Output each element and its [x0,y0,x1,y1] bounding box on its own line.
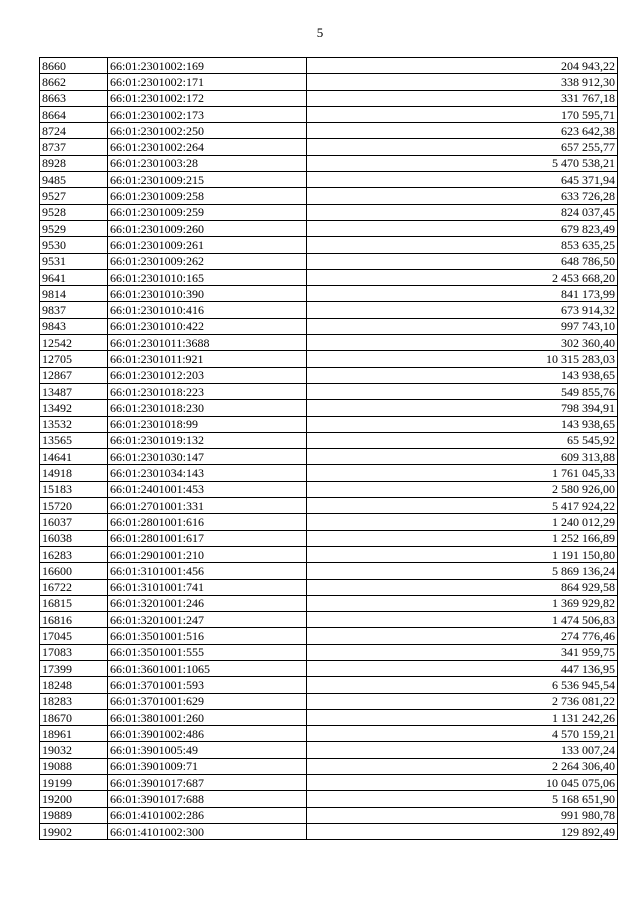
cadastral-number-cell: 66:01:2301002:250 [108,123,307,139]
cadastral-value-cell: 1 369 929,82 [307,595,618,611]
cadastral-value-cell: 341 959,75 [307,644,618,660]
cadastral-number-cell: 66:01:3901017:688 [108,791,307,807]
table-row [40,253,618,269]
table-row [40,530,618,546]
cadastral-value-cell: 824 037,45 [307,204,618,220]
cadastral-number-cell: 66:01:2301010:422 [108,318,307,334]
table-row [40,775,618,791]
row-number-cell: 13487 [40,383,108,399]
row-number-cell: 8724 [40,123,108,139]
cadastral-number-cell: 66:01:4101002:300 [108,823,307,839]
table-row [40,139,618,155]
cadastral-number-cell: 66:01:2301009:259 [108,204,307,220]
row-number-cell: 16815 [40,595,108,611]
cadastral-number-cell: 66:01:2301009:260 [108,220,307,236]
cadastral-value-cell: 10 315 283,03 [307,351,618,367]
cadastral-number-cell: 66:01:2301002:171 [108,74,307,90]
table-row [40,123,618,139]
table-row [40,383,618,399]
cadastral-value-cell: 6 536 945,54 [307,677,618,693]
row-number-cell: 14918 [40,465,108,481]
cadastral-value-cell: 648 786,50 [307,253,618,269]
row-number-cell: 15183 [40,481,108,497]
row-number-cell: 18961 [40,726,108,742]
cadastral-number-cell: 66:01:2301011:921 [108,351,307,367]
table-row [40,612,618,628]
cadastral-number-cell: 66:01:2901001:210 [108,546,307,562]
table-row [40,481,618,497]
row-number-cell: 17083 [40,644,108,660]
row-number-cell: 18283 [40,693,108,709]
cadastral-value-cell: 673 914,32 [307,302,618,318]
cadastral-value-cell: 2 580 926,00 [307,481,618,497]
cadastral-value-cell: 5 168 651,90 [307,791,618,807]
table-row [40,498,618,514]
row-number-cell: 9527 [40,188,108,204]
table-row [40,546,618,562]
cadastral-number-cell: 66:01:3801001:260 [108,709,307,725]
cadastral-value-cell: 170 595,71 [307,106,618,122]
row-number-cell: 12705 [40,351,108,367]
cadastral-number-cell: 66:01:3501001:555 [108,644,307,660]
cadastral-number-cell: 66:01:2301002:172 [108,90,307,106]
table-row [40,237,618,253]
table-row [40,367,618,383]
table-row [40,693,618,709]
cadastral-number-cell: 66:01:2301018:230 [108,400,307,416]
cadastral-value-cell: 991 980,78 [307,807,618,823]
cadastral-value-cell: 2 264 306,40 [307,758,618,774]
cadastral-value-cell: 5 470 538,21 [307,155,618,171]
cadastral-number-cell: 66:01:2301002:173 [108,106,307,122]
cadastral-number-cell: 66:01:2301009:262 [108,253,307,269]
cadastral-value-cell: 143 938,65 [307,367,618,383]
cadastral-number-cell: 66:01:3901005:49 [108,742,307,758]
cadastral-number-cell: 66:01:2301009:215 [108,172,307,188]
cadastral-number-cell: 66:01:3701001:629 [108,693,307,709]
row-number-cell: 9814 [40,286,108,302]
cadastral-number-cell: 66:01:2301010:165 [108,269,307,285]
cadastral-number-cell: 66:01:2301012:203 [108,367,307,383]
row-number-cell: 16037 [40,514,108,530]
row-number-cell: 8664 [40,106,108,122]
table-row [40,709,618,725]
cadastral-value-cell: 1 191 150,80 [307,546,618,562]
cadastral-number-cell: 66:01:2301002:264 [108,139,307,155]
table-body [40,58,618,840]
cadastral-number-cell: 66:01:3901002:486 [108,726,307,742]
table-row [40,677,618,693]
cadastral-number-cell: 66:01:3101001:741 [108,579,307,595]
table-row [40,302,618,318]
row-number-cell: 9530 [40,237,108,253]
cadastral-number-cell: 66:01:2701001:331 [108,498,307,514]
cadastral-value-cell: 853 635,25 [307,237,618,253]
cadastral-number-cell: 66:01:2801001:616 [108,514,307,530]
table-row [40,155,618,171]
table-row [40,628,618,644]
table-row [40,318,618,334]
table-row [40,449,618,465]
cadastral-number-cell: 66:01:3701001:593 [108,677,307,693]
row-number-cell: 14641 [40,449,108,465]
table-row [40,579,618,595]
table-row [40,416,618,432]
row-number-cell: 8662 [40,74,108,90]
table-row [40,335,618,351]
table-row [40,58,618,74]
row-number-cell: 9485 [40,172,108,188]
cadastral-value-cell: 798 394,91 [307,400,618,416]
cadastral-value-table [39,57,618,840]
row-number-cell: 12867 [40,367,108,383]
cadastral-number-cell: 66:01:2301018:223 [108,383,307,399]
cadastral-value-cell: 609 313,88 [307,449,618,465]
table-row [40,595,618,611]
cadastral-number-cell: 66:01:2301003:28 [108,155,307,171]
row-number-cell: 15720 [40,498,108,514]
cadastral-value-cell: 133 007,24 [307,742,618,758]
cadastral-value-cell: 2 453 668,20 [307,269,618,285]
table-row [40,432,618,448]
cadastral-value-cell: 331 767,18 [307,90,618,106]
page-number: 5 [316,25,324,40]
cadastral-value-cell: 338 912,30 [307,74,618,90]
row-number-cell: 18248 [40,677,108,693]
cadastral-number-cell: 66:01:2301010:416 [108,302,307,318]
cadastral-value-cell: 645 371,94 [307,172,618,188]
table-row [40,514,618,530]
cadastral-value-cell: 5 417 924,22 [307,498,618,514]
row-number-cell: 17045 [40,628,108,644]
cadastral-value-cell: 549 855,76 [307,383,618,399]
table-row [40,742,618,758]
table-row [40,220,618,236]
cadastral-number-cell: 66:01:3901009:71 [108,758,307,774]
cadastral-value-cell: 129 892,49 [307,823,618,839]
row-number-cell: 9641 [40,269,108,285]
table-row [40,400,618,416]
row-number-cell: 8663 [40,90,108,106]
row-number-cell: 19032 [40,742,108,758]
cadastral-number-cell: 66:01:2301019:132 [108,432,307,448]
cadastral-value-cell: 1 131 242,26 [307,709,618,725]
row-number-cell: 9531 [40,253,108,269]
cadastral-number-cell: 66:01:2301030:147 [108,449,307,465]
cadastral-value-cell: 65 545,92 [307,432,618,448]
row-number-cell: 13565 [40,432,108,448]
table-row [40,465,618,481]
table-row [40,74,618,90]
row-number-cell: 19199 [40,775,108,791]
cadastral-value-cell: 4 570 159,21 [307,726,618,742]
row-number-cell: 16722 [40,579,108,595]
cadastral-value-cell: 633 726,28 [307,188,618,204]
row-number-cell: 9529 [40,220,108,236]
cadastral-number-cell: 66:01:3101001:456 [108,563,307,579]
cadastral-value-cell: 1 252 166,89 [307,530,618,546]
cadastral-number-cell: 66:01:2301009:261 [108,237,307,253]
row-number-cell: 8660 [40,58,108,74]
cadastral-number-cell: 66:01:3901017:687 [108,775,307,791]
cadastral-value-cell: 841 173,99 [307,286,618,302]
cadastral-number-cell: 66:01:4101002:286 [108,807,307,823]
cadastral-value-cell: 2 736 081,22 [307,693,618,709]
row-number-cell: 19200 [40,791,108,807]
cadastral-number-cell: 66:01:2301034:143 [108,465,307,481]
row-number-cell: 18670 [40,709,108,725]
row-number-cell: 13492 [40,400,108,416]
table-row [40,807,618,823]
cadastral-value-cell: 1 761 045,33 [307,465,618,481]
table-row [40,172,618,188]
cadastral-value-cell: 1 240 012,29 [307,514,618,530]
row-number-cell: 19088 [40,758,108,774]
cadastral-number-cell: 66:01:3501001:516 [108,628,307,644]
table-row [40,823,618,839]
cadastral-number-cell: 66:01:2401001:453 [108,481,307,497]
cadastral-value-cell: 997 743,10 [307,318,618,334]
row-number-cell: 9843 [40,318,108,334]
cadastral-value-cell: 679 823,49 [307,220,618,236]
cadastral-value-cell: 204 943,22 [307,58,618,74]
row-number-cell: 16038 [40,530,108,546]
table-row [40,269,618,285]
table-row [40,90,618,106]
table-row [40,726,618,742]
row-number-cell: 13532 [40,416,108,432]
cadastral-value-cell: 302 360,40 [307,335,618,351]
cadastral-value-cell: 10 045 075,06 [307,775,618,791]
cadastral-value-cell: 447 136,95 [307,660,618,676]
cadastral-number-cell: 66:01:3601001:1065 [108,660,307,676]
cadastral-value-cell: 623 642,38 [307,123,618,139]
row-number-cell: 8928 [40,155,108,171]
row-number-cell: 17399 [40,660,108,676]
table-row [40,660,618,676]
cadastral-number-cell: 66:01:2301009:258 [108,188,307,204]
cadastral-value-cell: 1 474 506,83 [307,612,618,628]
row-number-cell: 16600 [40,563,108,579]
cadastral-number-cell: 66:01:2301010:390 [108,286,307,302]
cadastral-value-cell: 5 869 136,24 [307,563,618,579]
table-row [40,286,618,302]
cadastral-value-cell: 143 938,65 [307,416,618,432]
row-number-cell: 19889 [40,807,108,823]
table-row [40,791,618,807]
cadastral-number-cell: 66:01:2801001:617 [108,530,307,546]
cadastral-number-cell: 66:01:3201001:246 [108,595,307,611]
table-row [40,644,618,660]
cadastral-value-cell: 274 776,46 [307,628,618,644]
row-number-cell: 8737 [40,139,108,155]
row-number-cell: 9837 [40,302,108,318]
table-row [40,204,618,220]
cadastral-number-cell: 66:01:2301018:99 [108,416,307,432]
table-row [40,351,618,367]
row-number-cell: 19902 [40,823,108,839]
row-number-cell: 16816 [40,612,108,628]
row-number-cell: 9528 [40,204,108,220]
cadastral-value-cell: 864 929,58 [307,579,618,595]
cadastral-number-cell: 66:01:3201001:247 [108,612,307,628]
table-row [40,758,618,774]
table-row [40,188,618,204]
row-number-cell: 12542 [40,335,108,351]
table-row [40,563,618,579]
cadastral-number-cell: 66:01:2301011:3688 [108,335,307,351]
cadastral-value-cell: 657 255,77 [307,139,618,155]
cadastral-number-cell: 66:01:2301002:169 [108,58,307,74]
table-row [40,106,618,122]
row-number-cell: 16283 [40,546,108,562]
